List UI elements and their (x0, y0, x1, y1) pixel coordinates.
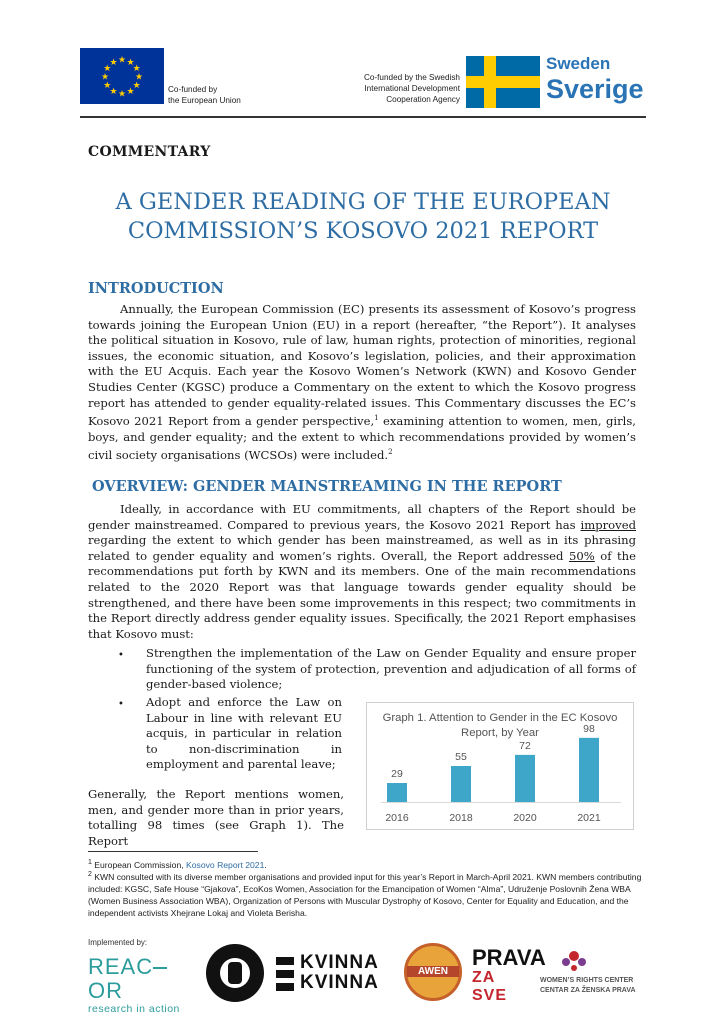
eu-star-icon: ★ (103, 81, 112, 91)
overview-paragraph (88, 502, 636, 642)
eu-stars-icon (80, 48, 164, 104)
chart-tick-label: 2018 (449, 812, 473, 824)
footnote-1-number: 1 (88, 859, 92, 866)
header-divider (80, 116, 646, 118)
footnote-divider (88, 851, 258, 852)
chart-bar (451, 766, 471, 802)
awen-text: AWEN (407, 966, 459, 977)
footnote-2 (88, 869, 644, 920)
eu-star-icon: ★ (109, 57, 118, 68)
wrc-logo (540, 944, 640, 1000)
chart-data-label: 55 (455, 751, 467, 763)
overview-improved: improved (580, 517, 636, 532)
intro-heading: INTRODUCTION (88, 280, 224, 297)
eu-star-icon: ★ (103, 64, 112, 74)
reactor-text-b: OR (88, 978, 123, 1003)
chart-title: Graph 1. Attention to Gender in the EC Kosovo Report, by Year (382, 712, 618, 739)
wrc-star-icon (540, 944, 640, 972)
overview-text-c: of the recommendations put forth by KWN and its members. One of the main recommendations related to the 2020 Report was that language towards gender equality should be strengthened, and there have been some improvements in this respect; two commitments in the Report directly address gender equality issues. Specifically, the 2021 Report emphasises that Kosovo must: (88, 548, 636, 641)
eu-star-icon: ★ (100, 72, 110, 83)
sida-text-line1: Co-funded by the Swedish (363, 73, 460, 82)
eu-star-icon: ★ (134, 72, 144, 83)
kosovo-report-link[interactable]: Kosovo Report 2021 (186, 859, 265, 870)
chart-plot (367, 703, 635, 831)
gender-attention-chart (366, 702, 634, 830)
footnote-2-number: 2 (88, 871, 92, 878)
awen-logo (404, 943, 462, 1001)
eu-cofunded-text (168, 84, 241, 106)
chart-tick-label: 2016 (385, 812, 409, 824)
sida-text-line3: Cooperation Agency (386, 95, 460, 104)
chart-tick-label: 2020 (513, 812, 537, 824)
implemented-by-label: Implemented by: (88, 938, 148, 947)
chart-data-label: 72 (519, 739, 531, 752)
eu-text-line1: Co-funded by (168, 85, 218, 94)
prava-subtext: ZA SVE (472, 969, 508, 1004)
eu-star-icon: ★ (117, 55, 127, 66)
kvinna-text-1: KVINNA (300, 952, 379, 973)
sweden-wordmark: Sweden (546, 54, 611, 73)
footnote-1-text: European Commission, (91, 859, 187, 870)
chart-data-label: 98 (583, 722, 595, 735)
document-label: COMMENTARY (88, 144, 211, 160)
sida-cofunded-text (330, 72, 460, 105)
footnote-2-text: KWN consulted with its diverse member organisations and provided input for this year’s Report in March-April 2021. KWN members contributing included: KGSC, Safe House “Gjakova”, EcoKos Women, Association for the Emancipation of Women “Alma”, Udruženje Poslovnih Žena WBA (Women Business Association WBA), Organization of Persons with Muscular Dystrophy of Kosovo, Center for Equality and Education, and the independent activists Xhejrane Lokaj and Violeta Berisha. (88, 871, 642, 919)
title-line2: COMMISSION’S KOSOVO 2021 REPORT (127, 218, 599, 244)
chart-bar (515, 755, 535, 802)
intro-text-b: examining attention to women, men, girls, boys, and gender equality; and the extent to which recommendations provided by women’s civil society organisations (WCSOs) were included. (88, 414, 636, 463)
wrc-text-2: CENTAR ZA ŽENSKA PRAVA (540, 987, 636, 994)
footnote-1-end: . (264, 859, 267, 870)
wrc-text-1: WOMEN’S RIGHTS CENTER (540, 977, 634, 984)
chart-data-label: 29 (391, 768, 403, 781)
overview-percent: 50% (568, 548, 595, 563)
sweden-flag-cross-h (466, 76, 540, 88)
bullet-marker-1: • (118, 650, 124, 661)
eu-flag-logo (80, 48, 164, 104)
chart-bar (579, 738, 599, 802)
reactor-subtitle: research in action (88, 1003, 180, 1015)
footnote-ref-1[interactable]: 1 (374, 414, 379, 423)
sverige-wordmark: Sverige (546, 74, 644, 104)
overview-heading: OVERVIEW: GENDER MAINSTREAMING IN THE REPORT (92, 478, 562, 495)
bullet-item-2: Adopt and enforce the Law on Labour in line with relevant EU acquis, in particular in relation to non-discrimination in employment and parental leave; (146, 695, 342, 772)
kvinna-text-2: KVINNA (300, 972, 379, 993)
intro-paragraph (88, 302, 636, 464)
reactor-dash-icon (153, 967, 167, 969)
title-line1: A GENDER READING OF THE EUROPEAN (115, 189, 611, 215)
kvinna-logo (276, 952, 396, 995)
eu-text-line2: the European Union (168, 96, 241, 105)
reactor-logo (88, 954, 200, 1015)
prava-text: PRAVA (472, 945, 546, 970)
intro-text-a: Annually, the European Commission (EC) presents its assessment of Kosovo’s progress towards joining the European Union (EU) in a report (hereafter, “the Report”). It analyses the political situation in Kosovo, rule of law, human rights, protection of minorities, regional issues, the economic situation, and Kosovo’s legislation, policies, and their approximation with the EU Acquis. Each year the Kosovo Women’s Network (KWN) and Kosovo Gender Studies Center (KGSC) produce a Commentary on the extent to which the Kosovo progress report has attended to gender equality-related issues. This Commentary discusses the EC’s Kosovo 2021 Report from a gender perspective, (88, 302, 636, 429)
chart-bar (387, 783, 407, 802)
footnote-ref-2[interactable]: 2 (388, 448, 393, 457)
chart-tick-label: 2021 (577, 812, 601, 824)
document-title (80, 188, 646, 246)
reactor-text-a: REAC (88, 954, 154, 979)
kgsc-seal-logo (206, 944, 264, 1002)
overview-text-b: regarding the extent to which gender has been mainstreamed, as well as in its phrasing related to gender equality and women’s rights. Overall, the Report addressed (88, 533, 636, 563)
eu-star-icon: ★ (117, 89, 127, 100)
eu-star-icon: ★ (126, 87, 135, 98)
sida-text-line2: International Development (364, 84, 460, 93)
bullet-marker-2: • (118, 699, 124, 710)
overview-text-a: Ideally, in accordance with EU commitments, all chapters of the Report should be gender mainstreamed. Compared to previous years, the Kosovo 2021 Report has (88, 502, 636, 532)
closing-paragraph: Generally, the Report mentions women, men, and gender more than in prior years, totalling 98 times (see Graph 1). The Report (88, 787, 344, 848)
prava-logo (472, 945, 546, 1004)
bullet-item-1: Strengthen the implementation of the Law on Gender Equality and ensure proper functioning of the system of protection, prevention and adjudication of all forms of gender-based violence; (146, 646, 636, 692)
eu-star-icon: ★ (132, 64, 141, 74)
eu-star-icon: ★ (132, 81, 141, 91)
eu-star-icon: ★ (126, 57, 135, 68)
eu-star-icon: ★ (109, 87, 118, 98)
